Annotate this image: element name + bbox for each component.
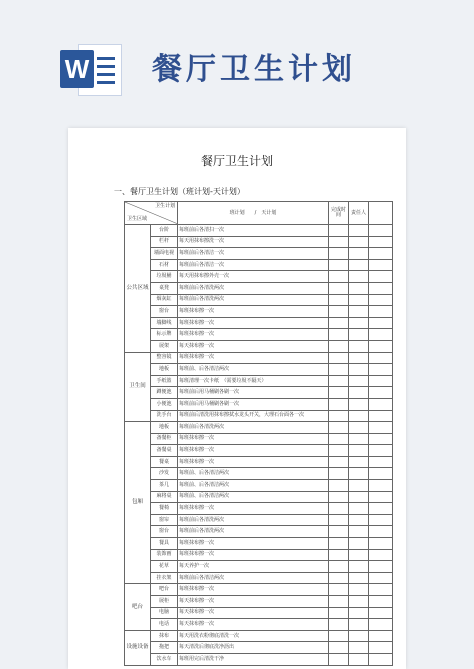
item-cell: 地板 [151,364,178,376]
owner-cell [349,398,369,410]
blank-cell [369,248,393,260]
table-row [125,445,393,457]
blank-cell [369,225,393,237]
blank-cell [369,282,393,294]
table-header-row [125,202,393,225]
item-cell: 台阶 [151,225,178,237]
plan-cell: 每班前后各清洁一次 [178,259,329,271]
done-cell [329,410,349,422]
plan-cell: 每班前、后各清洁两次 [178,491,329,503]
plan-cell: 每班前、后各清洁两次 [178,364,329,376]
blank-cell [369,340,393,352]
diagonal-header-cell [125,202,178,225]
plan-cell: 每天抹布擦一次 [178,340,329,352]
table-row [125,514,393,526]
owner-cell [349,387,369,399]
owner-cell [349,225,369,237]
blank-cell [369,514,393,526]
item-cell: 小便池 [151,398,178,410]
blank-cell [369,398,393,410]
plan-cell: 每班抹布擦一次 [178,456,329,468]
owner-cell [349,329,369,341]
done-cell [329,561,349,573]
blank-cell [369,642,393,654]
done-cell [329,364,349,376]
table-row [125,294,393,306]
owner-cell [349,445,369,457]
done-cell [329,445,349,457]
done-cell [329,572,349,584]
done-cell [329,642,349,654]
header-owner: 责任人 [349,202,369,225]
blank-cell [369,607,393,619]
table-row [125,468,393,480]
plan-cell: 每班抹布擦一次 [178,352,329,364]
table-row [125,642,393,654]
done-cell [329,480,349,492]
owner-cell [349,306,369,318]
item-cell: 电脑 [151,607,178,619]
table-row [125,561,393,573]
blank-cell [369,410,393,422]
done-cell [329,538,349,550]
blank-cell [369,294,393,306]
owner-cell [349,619,369,631]
done-cell [329,422,349,434]
table-row [125,340,393,352]
owner-cell [349,375,369,387]
plan-cell: 每班抹布擦一次 [178,584,329,596]
table-row [125,271,393,283]
table-row [125,317,393,329]
item-cell: 备餐柜 [151,433,178,445]
table-row [125,352,393,364]
table-row [125,584,393,596]
done-cell [329,282,349,294]
banner [0,0,474,120]
blank-cell [369,480,393,492]
table-row [125,607,393,619]
plan-cell: 每天抹布擦一次 [178,607,329,619]
blank-cell [369,445,393,457]
item-cell: 花草 [151,561,178,573]
plan-cell: 每班抹布擦一次 [178,317,329,329]
owner-cell [349,340,369,352]
item-cell: 沙发 [151,468,178,480]
table-row [125,456,393,468]
item-cell: 烟灰缸 [151,294,178,306]
owner-cell [349,596,369,608]
table-row [125,410,393,422]
item-cell: 垃圾桶 [151,271,178,283]
blank-cell [369,619,393,631]
table-row [125,236,393,248]
done-cell [329,526,349,538]
done-cell [329,352,349,364]
blank-cell [369,271,393,283]
table-row [125,248,393,260]
done-cell [329,619,349,631]
plan-cell: 每班清理一次卡纸 （需要垃圾不隔天） [178,375,329,387]
owner-cell [349,364,369,376]
owner-cell [349,630,369,642]
plan-cell: 每班前后各清洗两次 [178,294,329,306]
plan-cell: 每天用抹布擦洗一次 [178,236,329,248]
plan-cell: 每天用抹布擦外壳一次 [178,271,329,283]
blank-cell [369,572,393,584]
blank-cell [369,306,393,318]
done-cell [329,607,349,619]
plan-cell: 每班前后清洗用抹布擦拭水龙头开关，大理石台面各一次 [178,410,329,422]
owner-cell [349,607,369,619]
done-cell [329,549,349,561]
owner-cell [349,271,369,283]
owner-cell [349,572,369,584]
table-row [125,433,393,445]
table-row [125,653,393,665]
done-cell [329,317,349,329]
owner-cell [349,549,369,561]
owner-cell [349,248,369,260]
owner-cell [349,468,369,480]
blank-cell [369,538,393,550]
plan-cell: 每班前后各清洁两次 [178,572,329,584]
table-row [125,526,393,538]
blank-cell [369,236,393,248]
item-cell: 抹布 [151,630,178,642]
done-cell [329,514,349,526]
plan-cell: 每班前后各清洗两次 [178,514,329,526]
plan-cell: 每班前后各清洗两次 [178,526,329,538]
blank-cell [369,584,393,596]
table-row [125,480,393,492]
owner-cell [349,236,369,248]
plan-cell: 每班抹布擦一次 [178,445,329,457]
area-cell: 包厢 [125,422,151,584]
item-cell: 餐桌 [151,456,178,468]
table-row [125,398,393,410]
table-row [125,375,393,387]
header-plan-label: 卫生计划 [154,203,175,209]
plan-cell: 每天清洗后彻底洗净沥出 [178,642,329,654]
item-cell: 墙脚线 [151,317,178,329]
owner-cell [349,642,369,654]
item-cell: 备餐桌 [151,445,178,457]
item-cell: 墙面电视 [151,248,178,260]
item-cell: 餐椅 [151,503,178,515]
plan-cell: 每班前后各清洁一次 [178,248,329,260]
plan-cell: 每班前后用马桶刷各刷一次 [178,387,329,399]
table-row [125,491,393,503]
owner-cell [349,317,369,329]
blank-cell [369,653,393,665]
done-cell [329,653,349,665]
item-cell: 挂衣架 [151,572,178,584]
plan-cell: 每班前后用马桶刷各刷一次 [178,398,329,410]
blank-cell [369,329,393,341]
blank-cell [369,491,393,503]
blank-cell [369,364,393,376]
owner-cell [349,480,369,492]
blank-cell [369,259,393,271]
item-cell: 窗台 [151,306,178,318]
table-row [125,225,393,237]
item-cell: 电话 [151,619,178,631]
plan-cell: 每天抹布擦一次 [178,619,329,631]
owner-cell [349,526,369,538]
document-page [68,128,406,669]
owner-cell [349,456,369,468]
done-cell [329,584,349,596]
done-cell [329,387,349,399]
plan-cell: 每班用完后清洗干净 [178,653,329,665]
plan-cell: 每班前、后各清洁两次 [178,468,329,480]
table-row [125,596,393,608]
hygiene-plan-table [124,201,393,666]
table-row [125,549,393,561]
item-cell: 展架 [151,340,178,352]
done-cell [329,271,349,283]
table-row [125,306,393,318]
done-cell [329,375,349,387]
plan-cell: 每班抹布擦一次 [178,549,329,561]
blank-cell [369,456,393,468]
item-cell: 蹲便池 [151,387,178,399]
blank-cell [369,387,393,399]
item-cell: 石材 [151,259,178,271]
owner-cell [349,352,369,364]
word-logo-letter: W [60,50,94,88]
table-row [125,282,393,294]
item-cell: 茶几 [151,480,178,492]
table-row [125,630,393,642]
done-cell [329,340,349,352]
item-cell: 拖把 [151,642,178,654]
header-area-label: 卫生区域 [127,216,148,222]
item-cell: 吧台 [151,584,178,596]
owner-cell [349,294,369,306]
owner-cell [349,259,369,271]
blank-cell [369,433,393,445]
done-cell [329,259,349,271]
table-row [125,387,393,399]
section-heading: 一、餐厅卫生计划（班计划-天计划） [114,187,245,196]
item-cell: 地板 [151,422,178,434]
item-cell: 桌凳 [151,282,178,294]
area-cell: 设施设备 [125,630,151,665]
done-cell [329,306,349,318]
item-cell: 麻将桌 [151,491,178,503]
word-icon [60,42,122,96]
owner-cell [349,433,369,445]
blank-cell [369,549,393,561]
table-row [125,538,393,550]
owner-cell [349,422,369,434]
blank-cell [369,561,393,573]
plan-cell: 每天养护一次 [178,561,329,573]
item-cell: 洗手台 [151,410,178,422]
area-cell: 卫生间 [125,352,151,422]
area-cell: 吧台 [125,584,151,630]
done-cell [329,236,349,248]
banner-title: 餐厅卫生计划 [152,52,356,87]
plan-cell: 每班抹布擦一次 [178,538,329,550]
plan-cell: 每天抹布擦一次 [178,596,329,608]
plan-cell: 每班抹布擦一次 [178,329,329,341]
plan-cell: 每班前后各清扫一次 [178,225,329,237]
owner-cell [349,561,369,573]
done-cell [329,329,349,341]
done-cell [329,433,349,445]
table-row [125,364,393,376]
header-done-time: 完成时间 [329,202,349,225]
owner-cell [349,491,369,503]
item-cell: 标示牌 [151,329,178,341]
blank-cell [369,596,393,608]
blank-cell [369,503,393,515]
document-title: 餐厅卫生计划 [200,154,273,168]
item-cell: 装饰画 [151,549,178,561]
done-cell [329,248,349,260]
table-row [125,422,393,434]
owner-cell [349,503,369,515]
plan-cell: 每班抹布擦一次 [178,503,329,515]
blank-cell [369,422,393,434]
done-cell [329,468,349,480]
item-cell: 手纸篮 [151,375,178,387]
done-cell [329,294,349,306]
owner-cell [349,282,369,294]
item-cell: 栏杆 [151,236,178,248]
plan-cell: 每班前后各清洗两次 [178,422,329,434]
item-cell: 整容镜 [151,352,178,364]
owner-cell [349,538,369,550]
done-cell [329,491,349,503]
table-row [125,259,393,271]
blank-cell [369,526,393,538]
owner-cell [349,514,369,526]
table-row [125,503,393,515]
item-cell: 展柜 [151,596,178,608]
table-row [125,572,393,584]
table-row [125,329,393,341]
done-cell [329,225,349,237]
blank-cell [369,375,393,387]
done-cell [329,596,349,608]
item-cell: 窗帘 [151,514,178,526]
plan-cell: 每班前后各清洗两次 [178,282,329,294]
blank-cell [369,352,393,364]
done-cell [329,398,349,410]
header-plan: 班计划 / 天计划 [178,202,329,225]
blank-cell [369,317,393,329]
plan-cell: 每天用洗衣粉彻底清洗一次 [178,630,329,642]
plan-cell: 每班抹布擦一次 [178,433,329,445]
done-cell [329,456,349,468]
item-cell: 窗台 [151,526,178,538]
done-cell [329,503,349,515]
blank-cell [369,468,393,480]
plan-cell: 每班前、后各清洁两次 [178,480,329,492]
owner-cell [349,584,369,596]
item-cell: 餐具 [151,538,178,550]
blank-cell [369,630,393,642]
item-cell: 饮水车 [151,653,178,665]
owner-cell [349,653,369,665]
done-cell [329,630,349,642]
owner-cell [349,410,369,422]
table-row [125,619,393,631]
plan-cell: 每班抹布擦一次 [178,306,329,318]
area-cell: 公共区域 [125,225,151,353]
